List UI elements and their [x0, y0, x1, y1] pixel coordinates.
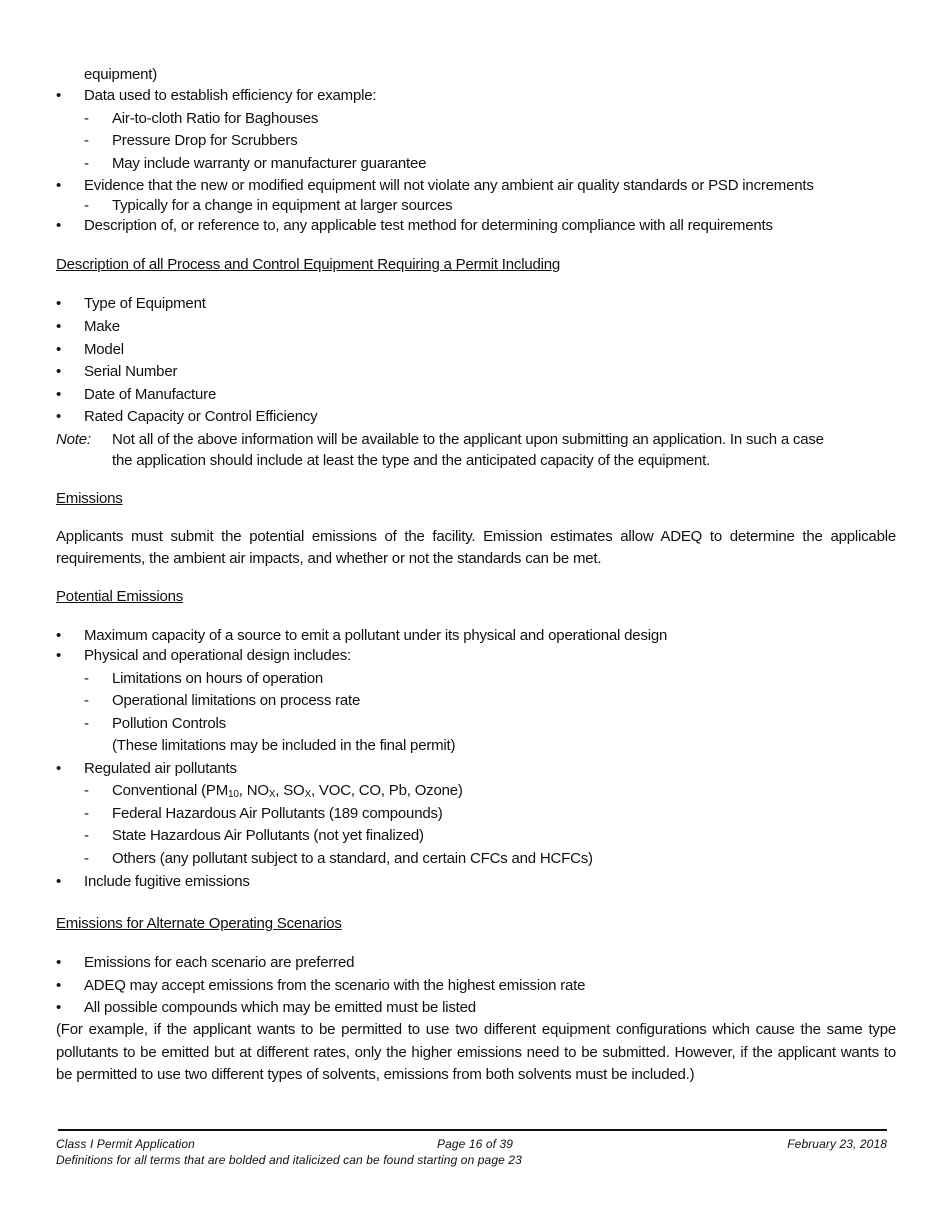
sub-list-item: State Hazardous Air Pollutants (not yet finalized) [112, 827, 424, 844]
list-item: Include fugitive emissions [84, 873, 250, 890]
list-item: Description of, or reference to, any applicable test method for determining compliance with all requirements [84, 217, 773, 234]
note-text: Not all of the above information will be available to the applicant upon submitting an application. In such a case [112, 431, 824, 448]
dash: - [84, 197, 89, 214]
section-heading: Description of all Process and Control Equipment Requiring a Permit Including [56, 256, 561, 273]
dash: - [84, 132, 89, 149]
bullet: • [56, 87, 62, 104]
section-heading: Emissions [56, 490, 123, 507]
sub-list-item: Limitations on hours of operation [112, 670, 324, 687]
bullet: • [56, 999, 62, 1016]
bullet: • [56, 318, 62, 335]
dash: - [84, 110, 89, 127]
dash: - [84, 850, 89, 867]
dash: - [84, 805, 89, 822]
sub-list-item: Pressure Drop for Scrubbers [112, 132, 298, 149]
list-item: Rated Capacity or Control Efficiency [84, 408, 318, 425]
list-item: Evidence that the new or modified equipment will not violate any ambient air quality standards or PSD increments [84, 177, 814, 194]
sub-list-item: May include warranty or manufacturer guarantee [112, 155, 427, 172]
list-item: Make [84, 318, 120, 335]
section-heading: Potential Emissions [56, 588, 184, 605]
list-item: Emissions for each scenario are preferred [84, 954, 355, 971]
sub-list-item: Others (any pollutant subject to a standard, and certain CFCs and HCFCs) [112, 850, 593, 867]
footer-definitions-note: Definitions for all terms that are bolded and italicized can be found starting on page 23 [56, 1153, 522, 1167]
sub-list-item: Federal Hazardous Air Pollutants (189 compounds) [112, 805, 443, 822]
list-item: Serial Number [84, 363, 178, 380]
bullet: • [56, 954, 62, 971]
dash: - [84, 155, 89, 172]
dash: - [84, 715, 89, 732]
list-item: ADEQ may accept emissions from the scenario with the highest emission rate [84, 977, 586, 994]
paragraph: Applicants must submit the potential emissions of the facility. Emission estimates allow ADEQ to determine the applicable requirements, the ambient air impacts, and whether or not the standards can be met. [56, 528, 896, 567]
list-item: Physical and operational design includes: [84, 647, 351, 664]
bullet: • [56, 760, 62, 777]
sub-list-item: Operational limitations on process rate [112, 692, 361, 709]
bullet: • [56, 177, 62, 194]
footer-rule [58, 1129, 887, 1131]
bullet: • [56, 627, 62, 644]
continued-text: equipment) [84, 66, 158, 83]
list-item: Model [84, 341, 124, 358]
sub-list-item: Air-to-cloth Ratio for Baghouses [112, 110, 319, 127]
note-label: Note: [56, 431, 91, 448]
section-heading: Emissions for Alternate Operating Scenarios [56, 915, 342, 932]
list-item: All possible compounds which may be emitted must be listed [84, 999, 476, 1016]
bullet: • [56, 295, 62, 312]
note-text: the application should include at least the type and the anticipated capacity of the equipment. [112, 452, 711, 469]
dash: - [84, 782, 89, 799]
sub-list-item: Pollution Controls [112, 715, 226, 732]
footer-page-number: Page 16 of 39 [437, 1137, 514, 1151]
list-item: Data used to establish efficiency for example: [84, 87, 377, 104]
list-item: Maximum capacity of a source to emit a pollutant under its physical and operational design [84, 627, 668, 644]
bullet: • [56, 977, 62, 994]
sub-list-item-conventional: Conventional ($PM_{10}$, $NO_X$, $SO_X$, VOC, CO, Pb, Ozone) [112, 782, 463, 800]
bullet: • [56, 408, 62, 425]
bullet: • [56, 363, 62, 380]
bullet: • [56, 647, 62, 664]
paragraph: (For example, if the applicant wants to be permitted to use two different equipment configurations which cause the same type pollutants to be emitted but at different rates, only the higher emissions need to be submitted. However, if the applicant wants to be permitted to use two different types of solvents, emissions from both solvents must be included.) [56, 1021, 896, 1083]
list-item: Type of Equipment [84, 295, 206, 312]
dash: - [84, 670, 89, 687]
footer-date: February 23, 2018 [787, 1137, 887, 1151]
footer-title: Class I Permit Application [56, 1137, 195, 1151]
list-item: Regulated air pollutants [84, 760, 237, 777]
bullet: • [56, 217, 62, 234]
list-item: Date of Manufacture [84, 386, 217, 403]
bullet: • [56, 341, 62, 358]
dash: - [84, 692, 89, 709]
sub-list-item: Typically for a change in equipment at larger sources [112, 197, 453, 214]
bullet: • [56, 386, 62, 403]
bullet: • [56, 873, 62, 890]
sub-list-note: (These limitations may be included in the final permit) [112, 737, 456, 754]
dash: - [84, 827, 89, 844]
